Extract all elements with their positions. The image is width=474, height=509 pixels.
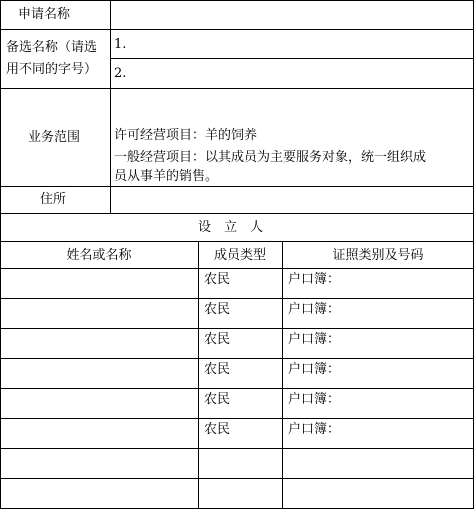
founder-member-type[interactable]: 农民 (204, 302, 231, 317)
row-rule (0, 388, 474, 389)
row-rule (0, 328, 474, 329)
alternate-name-1[interactable]: 1. (114, 37, 127, 52)
label-column-divider (110, 0, 111, 213)
row-rule (0, 418, 474, 419)
alternate-names-label-line2: 用不同的字号） (6, 62, 98, 77)
alternate-name-2[interactable]: 2. (114, 66, 127, 81)
founder-member-type[interactable]: 农民 (204, 422, 231, 437)
rule-after-address (0, 213, 474, 214)
rule-after-business-scope (0, 186, 474, 187)
founder-id[interactable]: 户口簿： (288, 422, 341, 437)
header-id-number: 证照类别及号码 (332, 248, 424, 263)
header-name: 姓名或名称 (66, 248, 132, 263)
business-scope-label: 业务范围 (28, 130, 81, 145)
founders-section-title: 设立人 (197, 220, 276, 235)
row-rule (0, 478, 474, 479)
business-scope-line2[interactable]: 一般经营项目：以其成员为主要服务对象，统一组织成 (114, 150, 427, 165)
business-scope-line3[interactable]: 员从事羊的销售。 (114, 169, 219, 184)
business-scope-line1[interactable]: 许可经营项目：羊的饲养 (114, 128, 258, 143)
founder-id[interactable]: 户口簿： (288, 332, 341, 347)
rule-after-table-header (0, 268, 474, 269)
type-column-divider (282, 241, 283, 509)
rule-after-section-title (0, 241, 474, 242)
rule-after-alternates (0, 88, 474, 89)
rule-after-application-name (0, 29, 474, 30)
founder-id[interactable]: 户口簿： (288, 272, 341, 287)
founder-id[interactable]: 户口簿： (288, 392, 341, 407)
address-label: 住所 (40, 192, 67, 207)
founder-id[interactable]: 户口簿： (288, 362, 341, 377)
row-rule (0, 448, 474, 449)
founder-id[interactable]: 户口簿： (288, 302, 341, 317)
founder-member-type[interactable]: 农民 (204, 332, 231, 347)
row-rule (0, 298, 474, 299)
row-rule (0, 358, 474, 359)
border-top (0, 0, 474, 1)
founder-member-type[interactable]: 农民 (204, 362, 231, 377)
header-member-type: 成员类型 (213, 248, 266, 263)
name-column-divider (198, 241, 199, 509)
founder-member-type[interactable]: 农民 (204, 392, 231, 407)
alternate-names-label-line1: 备选名称（请选 (6, 40, 98, 55)
founder-member-type[interactable]: 农民 (204, 272, 231, 287)
rule-between-alternates (110, 58, 474, 59)
application-name-label: 申请名称 (18, 7, 71, 22)
